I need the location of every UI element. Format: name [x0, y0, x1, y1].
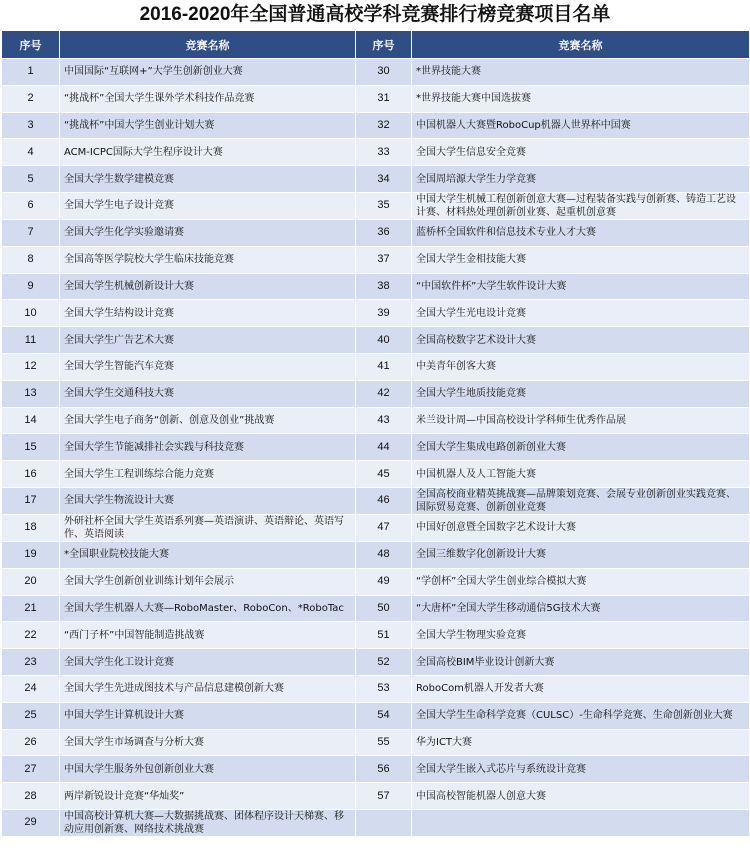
row-number-left: 26	[2, 729, 60, 756]
row-number-left: 4	[2, 139, 60, 166]
table-row	[2, 273, 750, 300]
competition-name-left: 中国高校计算机大赛—大数据挑战赛、团体程序设计天梯赛、移动应用创新赛、网络技术挑战赛	[60, 809, 356, 836]
competition-name-right: 全国大学生光电设计竞赛	[412, 300, 750, 327]
row-number-left: 9	[2, 273, 60, 300]
competition-name-right: 中国机器人及人工智能大赛	[412, 461, 750, 488]
table-row	[2, 380, 750, 407]
competition-name-left: 全国大学生电子设计竞赛	[60, 192, 356, 219]
table-row	[2, 487, 750, 514]
competition-table	[1, 30, 750, 837]
row-number-left: 18	[2, 514, 60, 541]
row-number-right: 56	[356, 756, 412, 783]
competition-name-right: 中国高校智能机器人创意大赛	[412, 783, 750, 810]
competition-name-left: 全国大学生市场调查与分析大赛	[60, 729, 356, 756]
table-body	[2, 59, 750, 837]
row-number-right: 52	[356, 649, 412, 676]
competition-name-left: 全国大学生先进成图技术与产品信息建模创新大赛	[60, 675, 356, 702]
competition-name-right: 全国大学生金相技能大赛	[412, 246, 750, 273]
competition-name-right: *世界技能大赛	[412, 59, 750, 86]
table-row	[2, 461, 750, 488]
competition-name-left: 全国大学生广告艺术大赛	[60, 327, 356, 354]
competition-name-left: 中国大学生服务外包创新创业大赛	[60, 756, 356, 783]
row-number-right: 46	[356, 487, 412, 514]
row-number-right: 32	[356, 112, 412, 139]
competition-name-left: *全国职业院校技能大赛	[60, 541, 356, 568]
row-number-right: 35	[356, 192, 412, 219]
header-name-right: 竞赛名称	[412, 31, 750, 59]
row-number-right: 39	[356, 300, 412, 327]
row-number-left: 6	[2, 192, 60, 219]
competition-name-right: 全国大学生信息安全竞赛	[412, 139, 750, 166]
row-number-left: 22	[2, 622, 60, 649]
competition-name-right: RoboCom机器人开发者大赛	[412, 675, 750, 702]
competition-name-right: 全国三维数字化创新设计大赛	[412, 541, 750, 568]
header-no-right: 序号	[356, 31, 412, 59]
table-row	[2, 649, 750, 676]
competition-name-left: 全国大学生智能汽车竞赛	[60, 353, 356, 380]
row-number-left: 8	[2, 246, 60, 273]
row-number-right: 37	[356, 246, 412, 273]
row-number-right: 30	[356, 59, 412, 86]
competition-name-left: ACM-ICPC国际大学生程序设计大赛	[60, 139, 356, 166]
header-name-left: 竞赛名称	[60, 31, 356, 59]
row-number-left: 15	[2, 434, 60, 461]
row-number-left: 2	[2, 85, 60, 112]
row-number-right: 49	[356, 568, 412, 595]
competition-name-right: *世界技能大赛中国选拔赛	[412, 85, 750, 112]
table-row	[2, 595, 750, 622]
competition-name-right: 全国大学生地质技能竞赛	[412, 380, 750, 407]
row-number-left: 27	[2, 756, 60, 783]
row-number-left: 7	[2, 219, 60, 246]
table-row	[2, 729, 750, 756]
row-number-left: 14	[2, 407, 60, 434]
competition-name-left: 全国大学生创新创业训练计划年会展示	[60, 568, 356, 595]
competition-name-right: 全国高校BIM毕业设计创新大赛	[412, 649, 750, 676]
competition-name-left: “挑战杯”中国大学生创业计划大赛	[60, 112, 356, 139]
row-number-right: 38	[356, 273, 412, 300]
table-row	[2, 85, 750, 112]
competition-name-right: 中国好创意暨全国数字艺术设计大赛	[412, 514, 750, 541]
row-number-right: 36	[356, 219, 412, 246]
competition-name-right: 全国大学生生命科学竞赛（CULSC）-生命科学竞赛、生命创新创业大赛	[412, 702, 750, 729]
competition-name-left: 全国大学生节能减排社会实践与科技竞赛	[60, 434, 356, 461]
row-number-left: 13	[2, 380, 60, 407]
row-number-left: 5	[2, 166, 60, 193]
table-row	[2, 219, 750, 246]
row-number-right: 50	[356, 595, 412, 622]
table-row	[2, 783, 750, 810]
competition-name-left: 全国大学生机械创新设计大赛	[60, 273, 356, 300]
row-number-right: 45	[356, 461, 412, 488]
row-number-right: 53	[356, 675, 412, 702]
row-number-left: 16	[2, 461, 60, 488]
competition-name-left: 全国大学生工程训练综合能力竞赛	[60, 461, 356, 488]
row-number-right: 57	[356, 783, 412, 810]
row-number-left: 3	[2, 112, 60, 139]
row-number-right: 55	[356, 729, 412, 756]
competition-name-left: 全国大学生电子商务“创新、创意及创业”挑战赛	[60, 407, 356, 434]
competition-name-right: 全国大学生集成电路创新创业大赛	[412, 434, 750, 461]
table-row	[2, 756, 750, 783]
row-number-left: 29	[2, 809, 60, 836]
row-number-right: 44	[356, 434, 412, 461]
competition-name-left: 全国高等医学院校大学生临床技能竞赛	[60, 246, 356, 273]
competition-name-right: 全国大学生嵌入式芯片与系统设计竞赛	[412, 756, 750, 783]
competition-name-right: 中美青年创客大赛	[412, 353, 750, 380]
row-number-right: 43	[356, 407, 412, 434]
competition-name-left: 全国大学生结构设计竞赛	[60, 300, 356, 327]
table-row	[2, 246, 750, 273]
competition-name-left: “西门子杯”中国智能制造挑战赛	[60, 622, 356, 649]
row-number-left: 11	[2, 327, 60, 354]
table-row	[2, 514, 750, 541]
table-row	[2, 166, 750, 193]
row-number-left: 1	[2, 59, 60, 86]
competition-name-left: 外研社杯全国大学生英语系列赛—英语演讲、英语辩论、英语写作、英语阅读	[60, 514, 356, 541]
competition-name-right	[412, 809, 750, 836]
table-row	[2, 139, 750, 166]
row-number-left: 17	[2, 487, 60, 514]
row-number-left: 28	[2, 783, 60, 810]
row-number-left: 23	[2, 649, 60, 676]
row-number-right: 33	[356, 139, 412, 166]
row-number-right: 47	[356, 514, 412, 541]
competition-name-left: 全国大学生交通科技大赛	[60, 380, 356, 407]
table-row	[2, 407, 750, 434]
row-number-left: 24	[2, 675, 60, 702]
row-number-right	[356, 809, 412, 836]
table-row	[2, 568, 750, 595]
competition-name-right: 米兰设计周—中国高校设计学科师生优秀作品展	[412, 407, 750, 434]
competition-name-right: “学创杯”全国大学生创业综合模拟大赛	[412, 568, 750, 595]
row-number-left: 20	[2, 568, 60, 595]
row-number-right: 40	[356, 327, 412, 354]
competition-name-left: 全国大学生机器人大赛—RoboMaster、RoboCon、*RoboTac	[60, 595, 356, 622]
page-title: 2016-2020年全国普通高校学科竞赛排行榜竞赛项目名单	[139, 4, 611, 25]
competition-name-right: “中国软件杯”大学生软件设计大赛	[412, 273, 750, 300]
table-row	[2, 192, 750, 219]
row-number-left: 21	[2, 595, 60, 622]
competition-name-left: 两岸新锐设计竞赛“华灿奖”	[60, 783, 356, 810]
row-number-right: 34	[356, 166, 412, 193]
table-row	[2, 675, 750, 702]
competition-name-right: 全国高校数字艺术设计大赛	[412, 327, 750, 354]
row-number-right: 42	[356, 380, 412, 407]
table-header-row	[2, 31, 750, 59]
row-number-right: 48	[356, 541, 412, 568]
row-number-right: 31	[356, 85, 412, 112]
competition-name-right: 全国高校商业精英挑战赛—品牌策划竞赛、会展专业创新创业实践竞赛、国际贸易竞赛、创新创业竞赛	[412, 487, 750, 514]
table-row	[2, 702, 750, 729]
competition-name-left: 全国大学生物流设计大赛	[60, 487, 356, 514]
table-row	[2, 809, 750, 836]
header-no-left: 序号	[2, 31, 60, 59]
competition-name-left: 中国大学生计算机设计大赛	[60, 702, 356, 729]
competition-name-right: “大唐杯”全国大学生移动通信5G技术大赛	[412, 595, 750, 622]
table-row	[2, 327, 750, 354]
table-row	[2, 622, 750, 649]
competition-name-left: 全国大学生化工设计竞赛	[60, 649, 356, 676]
competition-name-right: 中国机器人大赛暨RoboCup机器人世界杯中国赛	[412, 112, 750, 139]
table-row	[2, 434, 750, 461]
row-number-right: 51	[356, 622, 412, 649]
row-number-left: 25	[2, 702, 60, 729]
table-row	[2, 300, 750, 327]
row-number-left: 19	[2, 541, 60, 568]
table-row	[2, 353, 750, 380]
row-number-left: 10	[2, 300, 60, 327]
table-row	[2, 112, 750, 139]
table-row	[2, 59, 750, 86]
row-number-right: 41	[356, 353, 412, 380]
row-number-left: 12	[2, 353, 60, 380]
table-row	[2, 541, 750, 568]
competition-name-left: 中国国际“互联网+”大学生创新创业大赛	[60, 59, 356, 86]
row-number-right: 54	[356, 702, 412, 729]
competition-name-right: 全国大学生物理实验竞赛	[412, 622, 750, 649]
competition-name-right: 全国周培源大学生力学竞赛	[412, 166, 750, 193]
competition-name-right: 华为ICT大赛	[412, 729, 750, 756]
competition-name-left: 全国大学生化学实验邀请赛	[60, 219, 356, 246]
competition-name-right: 蓝桥杯全国软件和信息技术专业人才大赛	[412, 219, 750, 246]
competition-name-left: 全国大学生数学建模竞赛	[60, 166, 356, 193]
competition-name-left: “挑战杯”全国大学生课外学术科技作品竞赛	[60, 85, 356, 112]
competition-name-right: 中国大学生机械工程创新创意大赛—过程装备实践与创新赛、铸造工艺设计赛、材料热处理创新创业赛、起重机创意赛	[412, 192, 750, 219]
